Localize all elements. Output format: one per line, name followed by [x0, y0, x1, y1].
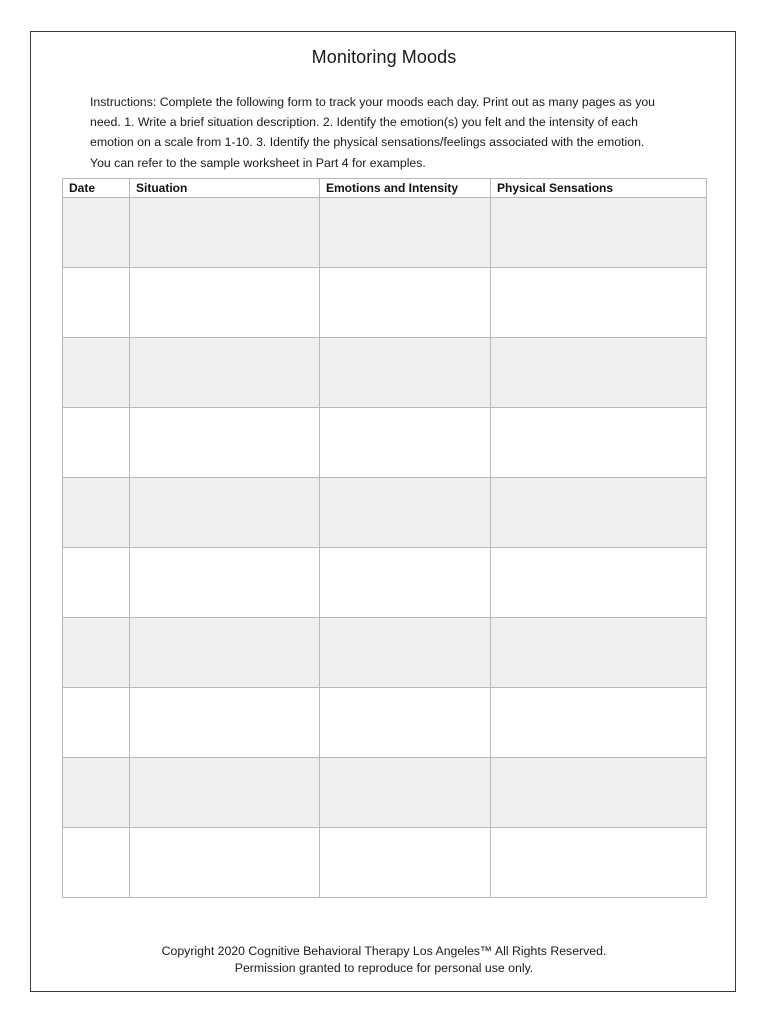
- physical-sensations-cell[interactable]: [491, 408, 707, 478]
- emotions-cell[interactable]: [320, 618, 491, 688]
- date-cell[interactable]: [63, 618, 130, 688]
- physical-sensations-cell[interactable]: [491, 758, 707, 828]
- situation-cell[interactable]: [130, 758, 320, 828]
- emotions-cell[interactable]: [320, 408, 491, 478]
- physical-sensations-cell[interactable]: [491, 548, 707, 618]
- date-cell[interactable]: [63, 688, 130, 758]
- instructions-line-1: Instructions: Complete the following form to track your moods each day. Print out as many pages as you: [90, 95, 656, 109]
- table-row: [63, 828, 707, 898]
- emotions-cell[interactable]: [320, 548, 491, 618]
- instructions-line-2: need. 1. Write a brief situation description. 2. Identify the emotion(s) you felt and the intensity of each: [90, 115, 638, 130]
- column-header-physical-sensations: Physical Sensations: [491, 179, 707, 198]
- physical-sensations-cell[interactable]: [491, 268, 707, 338]
- column-header-emotions: Emotions and Intensity: [320, 179, 491, 198]
- situation-cell[interactable]: [130, 268, 320, 338]
- column-header-date: Date: [63, 179, 130, 198]
- physical-sensations-cell[interactable]: [491, 338, 707, 408]
- physical-sensations-cell[interactable]: [491, 828, 707, 898]
- mood-tracking-table: [62, 178, 707, 898]
- date-cell[interactable]: [63, 828, 130, 898]
- footer: [0, 943, 768, 977]
- footer-permission: Permission granted to reproduce for personal use only.: [234, 961, 534, 975]
- physical-sensations-cell[interactable]: [491, 478, 707, 548]
- table-header-row: [63, 179, 707, 198]
- instructions-line-3: emotion on a scale from 1-10. 3. Identify the physical sensations/feelings associated with the emotion.: [90, 135, 645, 150]
- date-cell[interactable]: [63, 338, 130, 408]
- table-row: [63, 408, 707, 478]
- emotions-cell[interactable]: [320, 828, 491, 898]
- instructions: [90, 92, 690, 173]
- column-header-situation: Situation: [130, 179, 320, 198]
- date-cell[interactable]: [63, 408, 130, 478]
- instructions-line-4: You can refer to the sample worksheet in Part 4 for examples.: [90, 155, 426, 170]
- date-cell[interactable]: [63, 478, 130, 548]
- situation-cell[interactable]: [130, 198, 320, 268]
- table-row: [63, 548, 707, 618]
- situation-cell[interactable]: [130, 618, 320, 688]
- physical-sensations-cell[interactable]: [491, 618, 707, 688]
- physical-sensations-cell[interactable]: [491, 688, 707, 758]
- page-title: Monitoring Moods: [311, 47, 457, 67]
- situation-cell[interactable]: [130, 548, 320, 618]
- footer-copyright: Copyright 2020 Cognitive Behavioral Therapy Los Angeles™ All Rights Reserved.: [161, 944, 607, 958]
- date-cell[interactable]: [63, 198, 130, 268]
- physical-sensations-cell[interactable]: [491, 198, 707, 268]
- date-cell[interactable]: [63, 548, 130, 618]
- situation-cell[interactable]: [130, 408, 320, 478]
- situation-cell[interactable]: [130, 688, 320, 758]
- emotions-cell[interactable]: [320, 268, 491, 338]
- table-body: [63, 198, 707, 898]
- emotions-cell[interactable]: [320, 758, 491, 828]
- date-cell[interactable]: [63, 268, 130, 338]
- table-row: [63, 198, 707, 268]
- table-row: [63, 338, 707, 408]
- table-row: [63, 758, 707, 828]
- situation-cell[interactable]: [130, 478, 320, 548]
- table-row: [63, 268, 707, 338]
- emotions-cell[interactable]: [320, 478, 491, 548]
- table-row: [63, 618, 707, 688]
- table-row: [63, 478, 707, 548]
- situation-cell[interactable]: [130, 338, 320, 408]
- emotions-cell[interactable]: [320, 688, 491, 758]
- emotions-cell[interactable]: [320, 338, 491, 408]
- table-row: [63, 688, 707, 758]
- emotions-cell[interactable]: [320, 198, 491, 268]
- date-cell[interactable]: [63, 758, 130, 828]
- situation-cell[interactable]: [130, 828, 320, 898]
